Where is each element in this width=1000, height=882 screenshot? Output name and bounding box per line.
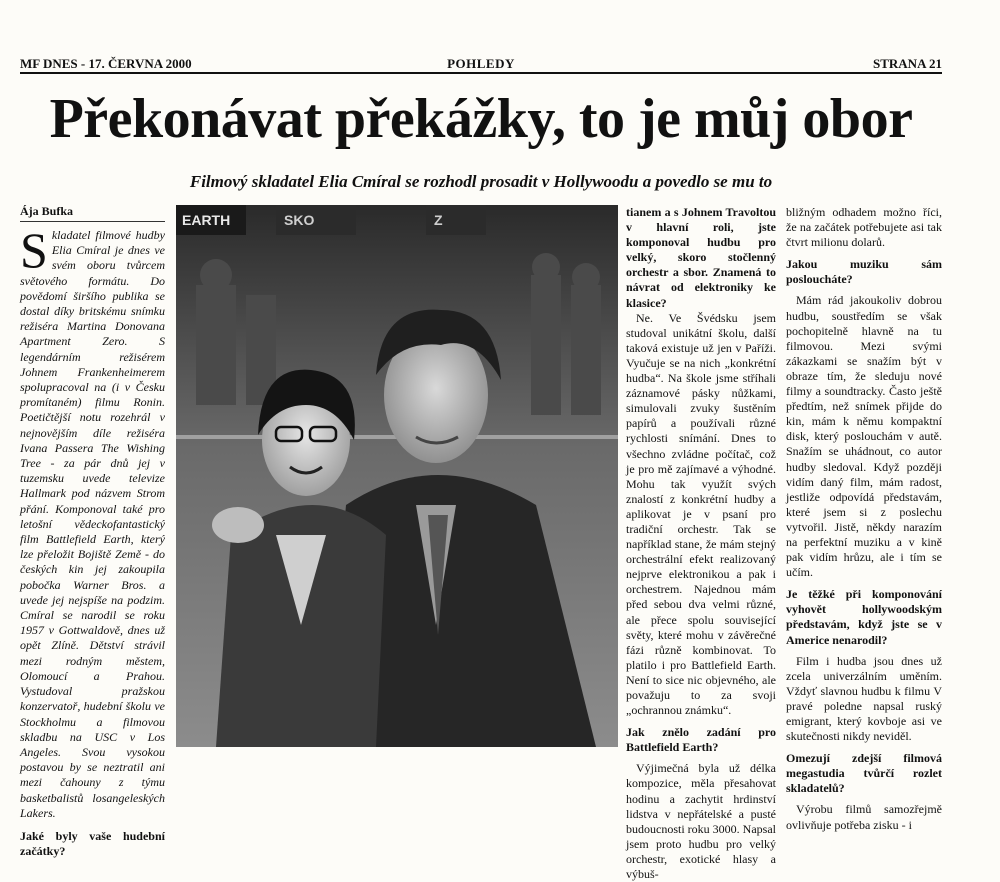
sign-earth: EARTH bbox=[182, 212, 231, 228]
question-heading: Jakou muziku sám posloucháte? bbox=[786, 257, 942, 287]
answer-paragraph: Výrobu filmů samozřejmě ovlivňuje potřeba zisku - i bbox=[786, 802, 942, 832]
answer-paragraph: Výjimečná byla už délka kompozice, měla přesahovat hodinu a zachytit hrdinství lidstva v nepřátelské a pusté budoucnosti roku 3000. Napsal jsem proto hudbu pro velký orchestr, exotické hlasy a výbuš- bbox=[626, 761, 776, 882]
subheadline: Filmový skladatel Elia Cmíral se rozhodl prosadit v Hollywoodu a povedlo se mu to bbox=[189, 172, 773, 191]
masthead-rule bbox=[20, 72, 942, 74]
intro-paragraph: kladatel filmové hudby Elia Cmíral je dnes ve svém oboru tvůrcem světového formátu. Do povědomí širšího publika se dostal díky britskému snímku režiséra Martina Donovana Apartment Zero. S legendárním režisérem Johnem Frankenheimerem spolupracoval na (i v Česku promítaném) filmu Ronin. Poetičtější notu rozehrál v nejnovějším díle režiséra Ivana Passera The Wishing Tree - za pár dnů jej v tuzemsku uvede televize Hallmark pod názvem Strom přání. Komponoval také pro letošní vědeckofantastický film Battlefield Earth, který lze přeložit Bojiště Země - do českých kin jej zakoupila pobočka Warner Bros. a uvede jej nejspíše na podzim. Cmíral se narodil se roku 1957 v Gottwaldově, dnes už opět Zlíně. Dětství strávil mezi rodným městem, Olomoucí a Prahou. Vystudoval pražskou konzervatoř, hudební školu ve Stockholmu a filmovou skladbu na USC v Los Angeles. Svou vysokou postavou by se neztratil ani mezi čahouny z týmu basketbalistů losangeleských Lakers. bbox=[20, 228, 165, 820]
answer-paragraph: Mám rád jakoukoliv dobrou hudbu, soustředím se však pochopitelně hlavně na tu filmovou. Mezi svými zákazkami se snažím být v obraze tím, že sleduju nové filmy a soundtracky. Často ještě předtím, než snímek přijde do kin, mám k němu kompaktní disk, který poslouchám v autě. Snažím se uhádnout, co autor hudby sledoval. Když později vidím daný film, mám radost, jestliže odpovídá představám, které jsem si z poslechu vytvořil. Jistě, někdy narazím na perfektní muziku a v kině pak vidím hrůzu, ale i tím se učím. bbox=[786, 293, 942, 580]
column-3 bbox=[786, 205, 942, 833]
masthead bbox=[20, 56, 942, 72]
column-2 bbox=[626, 205, 776, 882]
headline: Překonávat překážky, to je můj obor bbox=[49, 88, 913, 150]
continued-paragraph: bližným odhadem možno říci, že na začátek potřebujete asi tak čtvrt milionu dolarů. bbox=[786, 205, 942, 250]
drop-cap: S bbox=[20, 222, 48, 278]
masthead-date: MF DNES - 17. ČERVNA 2000 bbox=[20, 56, 192, 71]
byline: Ája Bufka bbox=[20, 204, 74, 218]
sign-z: Z bbox=[434, 212, 443, 228]
masthead-page-number: STRANA 21 bbox=[873, 56, 942, 71]
question-heading: Je těžké při komponování vyhovět hollywoodským představám, když jste se v Americe nenarodil? bbox=[786, 587, 942, 647]
article-photo bbox=[176, 205, 618, 747]
question-heading: Jaké byly vaše hudební začátky? bbox=[20, 828, 165, 859]
question-heading: Jak znělo zadání pro Battlefield Earth? bbox=[626, 725, 776, 755]
hand bbox=[212, 507, 264, 543]
answer-paragraph: Film i hudba jsou dnes už zcela univerzálním uměním. Vždyť slavnou hudbu k filmu V pravé poledne napsal ruský emigrant, který kovboje asi ve skutečnosti nikdy neviděl. bbox=[786, 653, 942, 744]
masthead-section: POHLEDY bbox=[447, 56, 515, 71]
photo-illustration bbox=[176, 205, 618, 747]
column-1 bbox=[20, 222, 165, 859]
continued-question: tianem a s Johnem Travoltou v hlavní roli, jste komponoval hudbu pro velký, skoro stočlenný orchestr a sbor. Znamená to návrat od elektroniky ke klasice? bbox=[626, 205, 776, 310]
sign-sko: SKO bbox=[284, 212, 315, 228]
answer-paragraph: Ne. Ve Švédsku jsem studoval unikátní školu, další taková existuje už jen v Paříži. Vyučuje se na nich „konkrétní hudba“. Na škole jsme stříhali záznamové pásky nůžkami, simulovali zvuky šustěním papírů a používali různé rychlosti snímání. Dnes to všechno zvládne počítač, což je pro mě zajímavé a výhodné. Mohu tak využít svých znalostí z konkrétní hudby a aplikovat je v psaní pro tradiční orchestr. Tak se například stane, že mám stejný orchestrální efekt realizovaný nejprve elektronikou a pak i orchestrem. Najednou mám před sebou dva velmi různé, ale přece spolu související světy, které mohu v závěrečné fázi různě kombinovat. To platilo i pro Battlefield Earth. Není to sice nic objevného, ale považuju to za svoji „ochrannou známku“. bbox=[626, 310, 776, 718]
question-heading: Omezují zdejší filmová megastudia tvůrčí rozlet skladatelů? bbox=[786, 751, 942, 796]
